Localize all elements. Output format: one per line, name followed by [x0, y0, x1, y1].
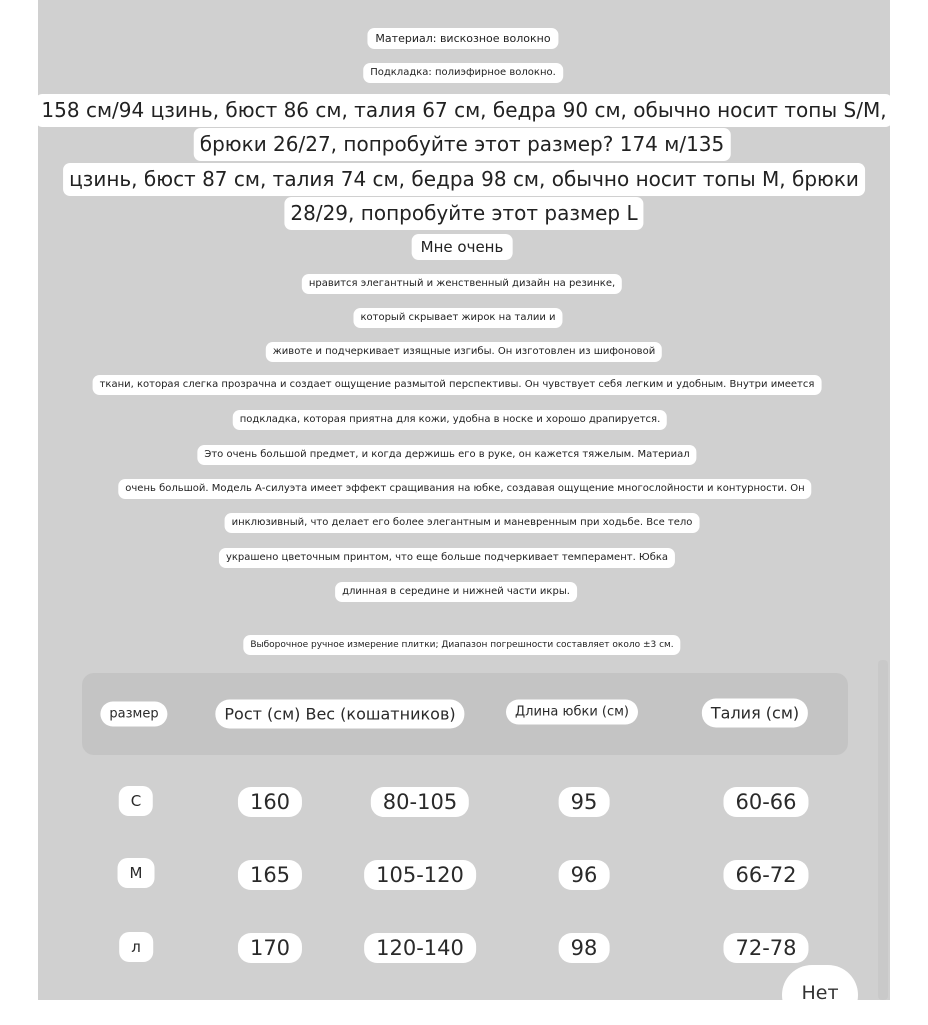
weight-cell: 105-120	[364, 860, 476, 890]
material-label: Материал: вискозное волокно	[367, 28, 558, 49]
header-skirt-length: Длина юбки (см)	[506, 700, 638, 725]
height-cell: 170	[238, 933, 302, 963]
description-line: длинная в середине и нижней части икры.	[335, 582, 577, 602]
description-line: украшено цветочным принтом, что еще больше подчеркивает темперамент. Юбка	[219, 548, 675, 568]
header-size: размер	[100, 702, 167, 727]
description-line: подкладка, которая приятна для кожи, удобна в носке и хорошо драпируется.	[233, 410, 667, 430]
description-line: Мне очень	[412, 234, 513, 260]
size-label: М	[118, 858, 155, 888]
model-info-line-1: 158 см/94 цзинь, бюст 86 см, талия 67 см, бедра 90 см, обычно носит топы S/M,	[35, 94, 892, 127]
height-cell: 165	[238, 860, 302, 890]
no-button[interactable]: Нет	[782, 965, 858, 1025]
description-line: животе и подчеркивает изящные изгибы. Он изготовлен из шифоновой	[266, 342, 662, 362]
model-info-line-3: цзинь, бюст 87 см, талия 74 см, бедра 98 см, обычно носит топы M, брюки	[63, 163, 865, 196]
header-height-weight: Рост (см) Вес (кошатников)	[215, 700, 464, 729]
height-cell: 160	[238, 787, 302, 817]
model-info-line-4: 28/29, попробуйте этот размер L	[284, 197, 643, 230]
description-line: нравится элегантный и женственный дизайн на резинке,	[302, 274, 622, 294]
description-line: ткани, которая слегка прозрачна и создает ощущение размытой перспективы. Он чувствует себя легким и удобным. Внутри имеется	[93, 375, 822, 395]
header-waist: Талия (см)	[702, 699, 808, 728]
lining-label: Подкладка: полиэфирное волокно.	[363, 63, 563, 83]
length-cell: 95	[559, 787, 610, 817]
weight-cell: 80-105	[371, 787, 469, 817]
size-label: л	[119, 932, 153, 962]
waist-cell: 66-72	[723, 860, 808, 890]
description-line: очень большой. Модель А-силуэта имеет эффект сращивания на юбке, создавая ощущение многослойности и контурности. Он	[118, 479, 811, 499]
length-cell: 98	[559, 933, 610, 963]
description-line: Это очень большой предмет, и когда держишь его в руке, он кажется тяжелым. Материал	[197, 445, 696, 465]
description-line: инклюзивный, что делает его более элегантным и маневренным при ходьбе. Все тело	[225, 513, 700, 533]
scrollbar[interactable]	[878, 660, 888, 1000]
weight-cell: 120-140	[364, 933, 476, 963]
measurement-note: Выборочное ручное измерение плитки; Диапазон погрешности составляет около ±3 см.	[243, 635, 680, 655]
description-line: который скрывает жирок на талии и	[353, 308, 562, 328]
waist-cell: 60-66	[723, 787, 808, 817]
model-info-line-2: брюки 26/27, попробуйте этот размер? 174 м/135	[194, 128, 731, 161]
size-label: С	[119, 786, 153, 816]
length-cell: 96	[559, 860, 610, 890]
waist-cell: 72-78	[723, 933, 808, 963]
